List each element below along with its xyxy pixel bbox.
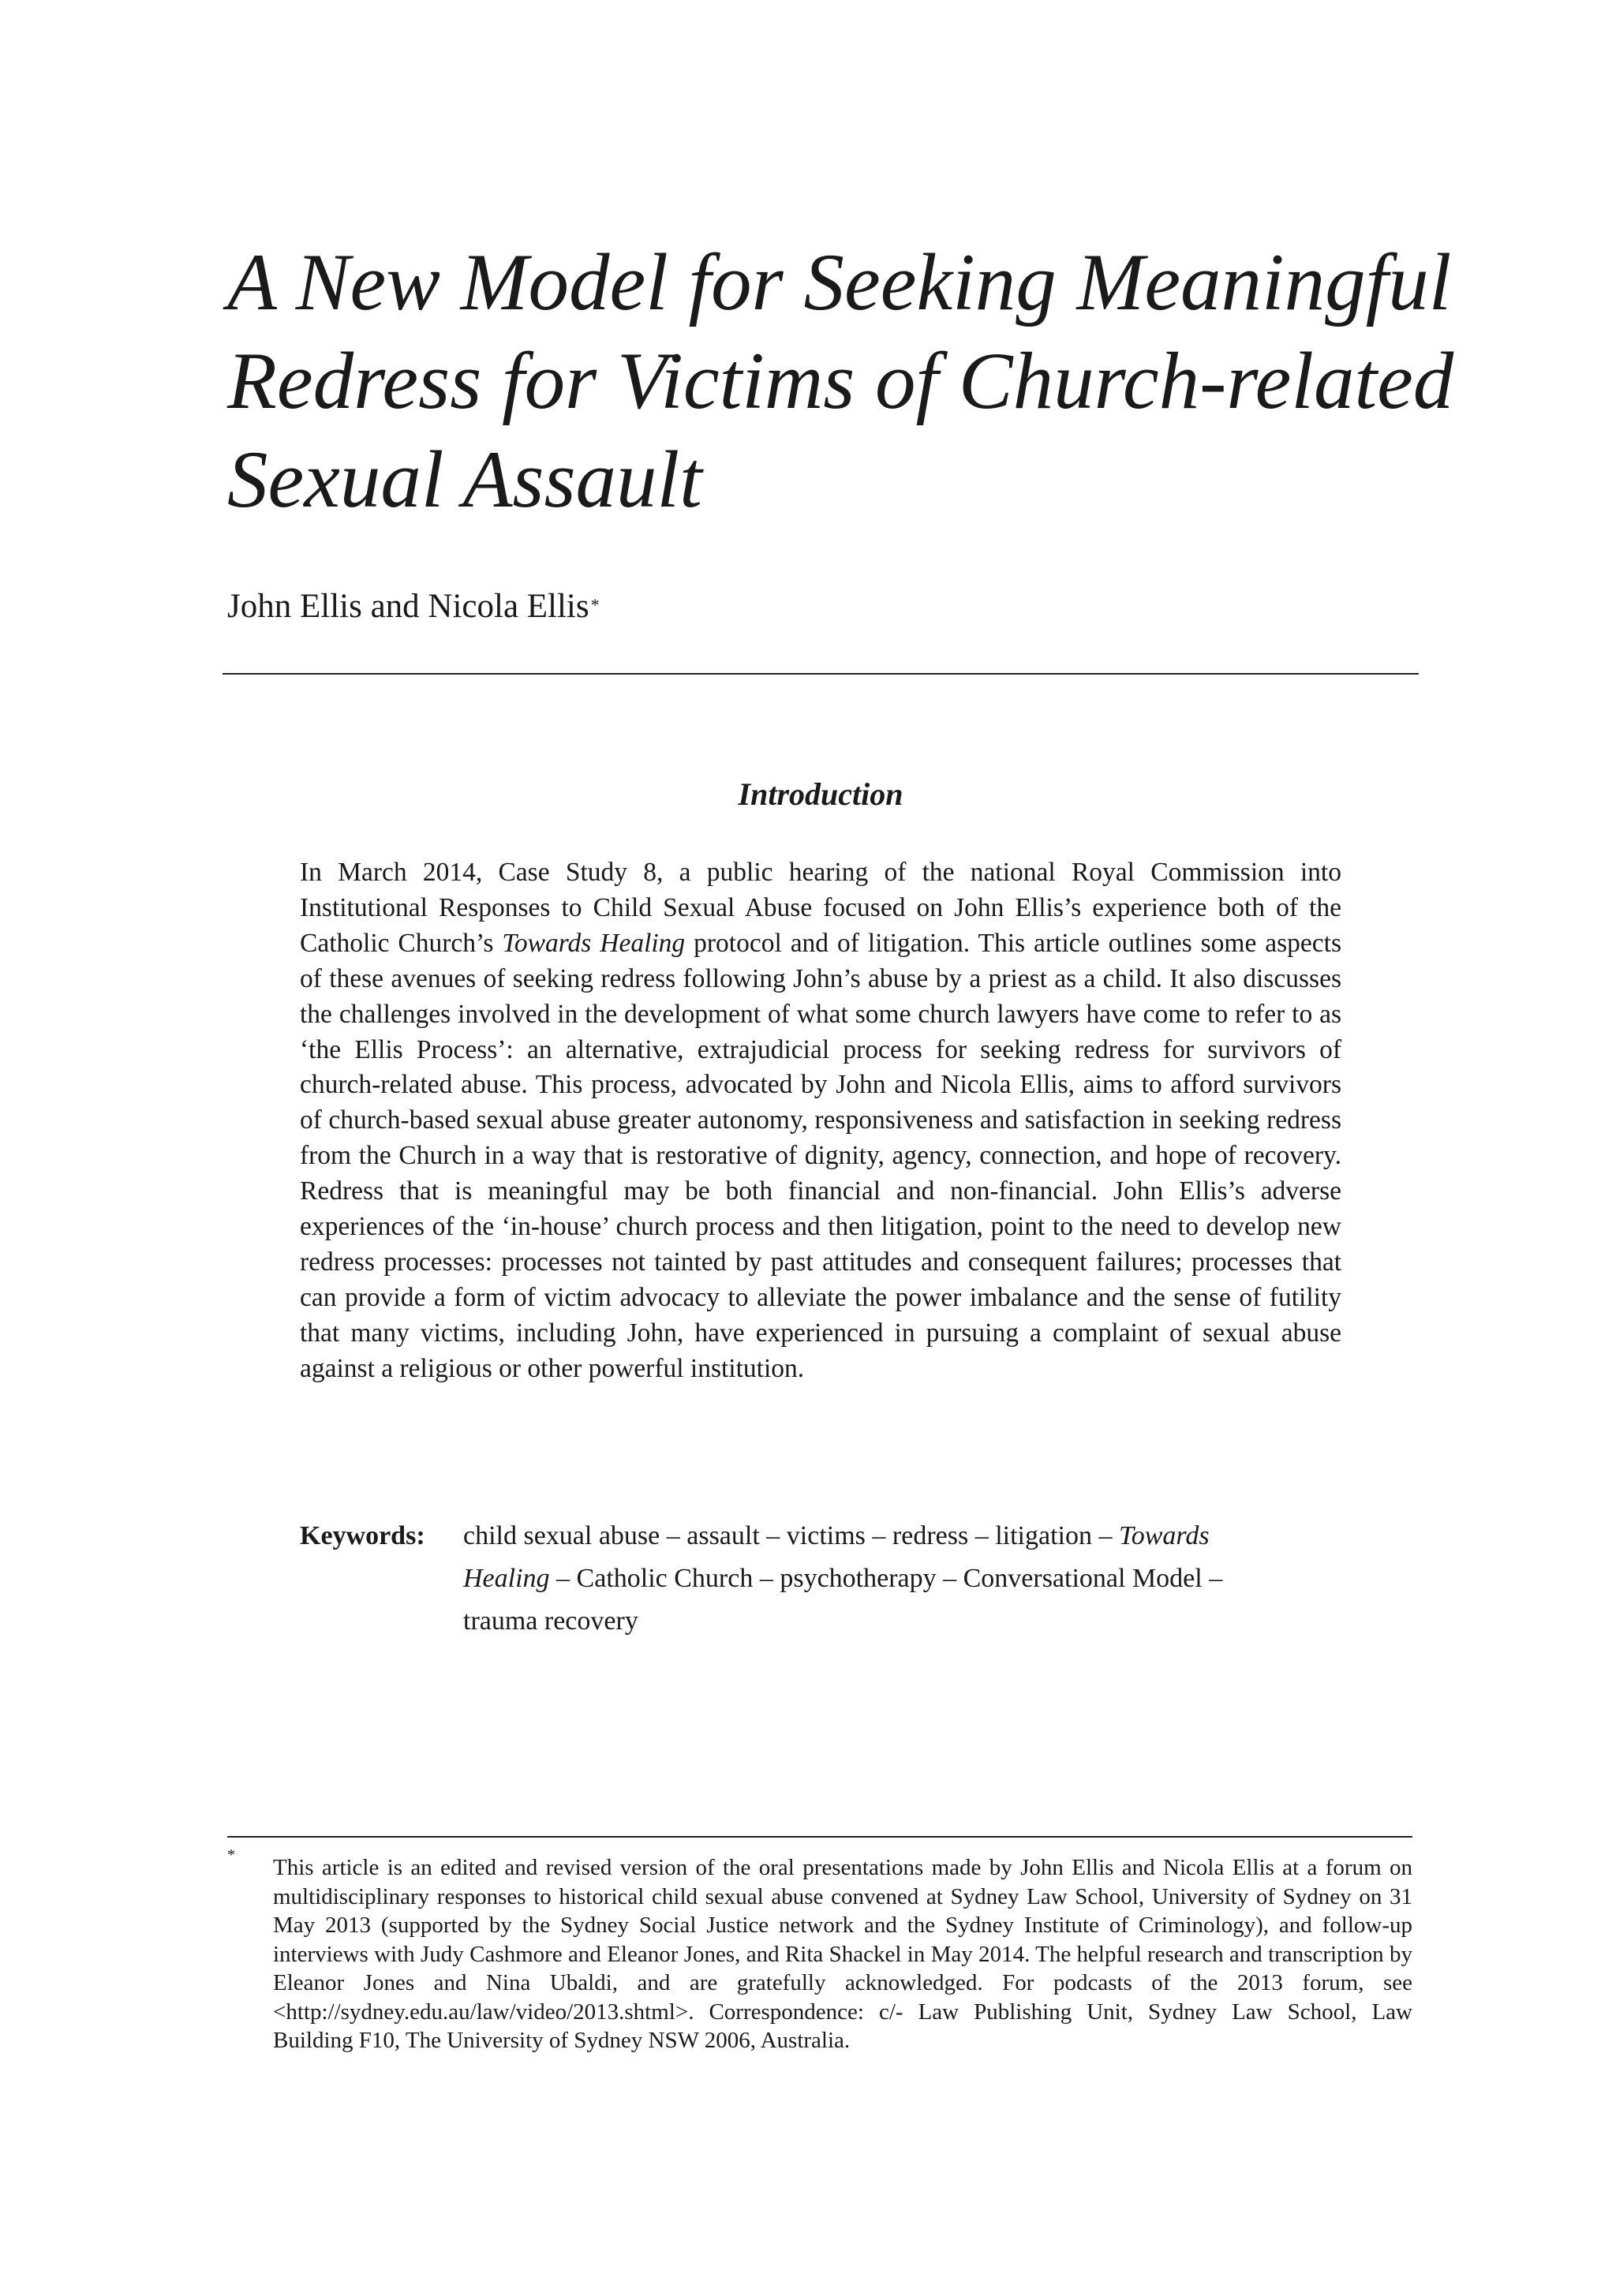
footnote-marker: * <box>227 1846 235 1864</box>
section-heading-introduction: Introduction <box>738 776 903 812</box>
keywords-line <box>463 1557 1300 1600</box>
intro-text-part: In March 2014, Case Study 8, a public hearing of the national Royal Commission into Institutional Responses to Child Sexual Abuse focused on John Ellis’s experience both of the Catholic Church’s <box>300 858 1341 958</box>
keywords-text: child sexual abuse – assault – victims – redress – litigation – <box>463 1521 1119 1550</box>
keywords-line <box>463 1600 1300 1643</box>
keywords-text: – Catholic Church – psychotherapy – Conversational Model – <box>549 1564 1223 1593</box>
keywords-text: trauma recovery <box>463 1606 638 1636</box>
keywords-label: Keywords: <box>300 1521 425 1550</box>
keywords-line <box>463 1515 1300 1557</box>
introduction-paragraph <box>300 855 1341 1387</box>
author-line <box>227 585 600 628</box>
keywords-list <box>463 1515 1300 1643</box>
footnote-text: This article is an edited and revised version of the oral presentations made by John Ellis and Nicola Ellis at a forum on multidisciplinary responses to historical child sexual abuse convened at Sydney Law School, University of Sydney on 31 May 2013 (supported by the Sydney Social Justice network and the Sydney Institute of Criminology), and follow-up interviews with Judy Cashmore and Eleanor Jones, and Rita Shackel in May 2014. The helpful research and transcription by Eleanor Jones and Nina Ubaldi, and are gratefully acknowledged. For podcasts of the 2013 forum, see <http://sydney.edu.au/law/video/2013.shtml>. Correspondence: c/- Law Publishing Unit, Sydney Law School, Law Building F10, The University of Sydney NSW 2006, Australia. <box>273 1855 1412 2053</box>
author-footnote-marker: * <box>590 595 600 615</box>
intro-text-part: protocol and of litigation. This article outlines some aspects of these avenues of seeking redress following John’s abuse by a priest as a child. It also discusses the challenges involved in the development of what some church lawyers have come to refer to as ‘the Ellis Process’: an alternative, extrajudicial process for seeking redress for survivors of church-related abuse. This process, advocated by John and Nicola Ellis, aims to afford survivors of church-based sexual abuse greater autonomy, responsiveness and satisfaction in seeking redress from the Church in a way that is restorative of dignity, agency, connection, and hope of recovery. Redress that is meaningful may be both financial and non-financial. John Ellis’s adverse experiences of the ‘in-house’ church process and then litigation, point to the need to develop new redress processes: processes not tainted by past attitudes and consequent failures; processes that can provide a form of victim advocacy to alleviate the power imbalance and the sense of futility that many victims, including John, have experienced in pursuing a complaint of sexual abuse against a religious or other powerful institution. <box>300 928 1341 1383</box>
title-line: A New Model for Seeking Meaningful <box>227 237 1452 327</box>
title-divider <box>223 673 1419 675</box>
intro-italic-term: Towards Healing <box>502 928 686 958</box>
title-line: Sexual Assault <box>227 435 702 525</box>
keywords-italic: Towards <box>1118 1521 1210 1550</box>
article-title <box>227 234 1458 529</box>
footnote-divider <box>227 1836 1412 1838</box>
author-names: John Ellis and Nicola Ellis <box>227 588 589 625</box>
keywords-italic: Healing <box>463 1564 550 1593</box>
title-line: Redress for Victims of Church-related <box>227 336 1454 426</box>
